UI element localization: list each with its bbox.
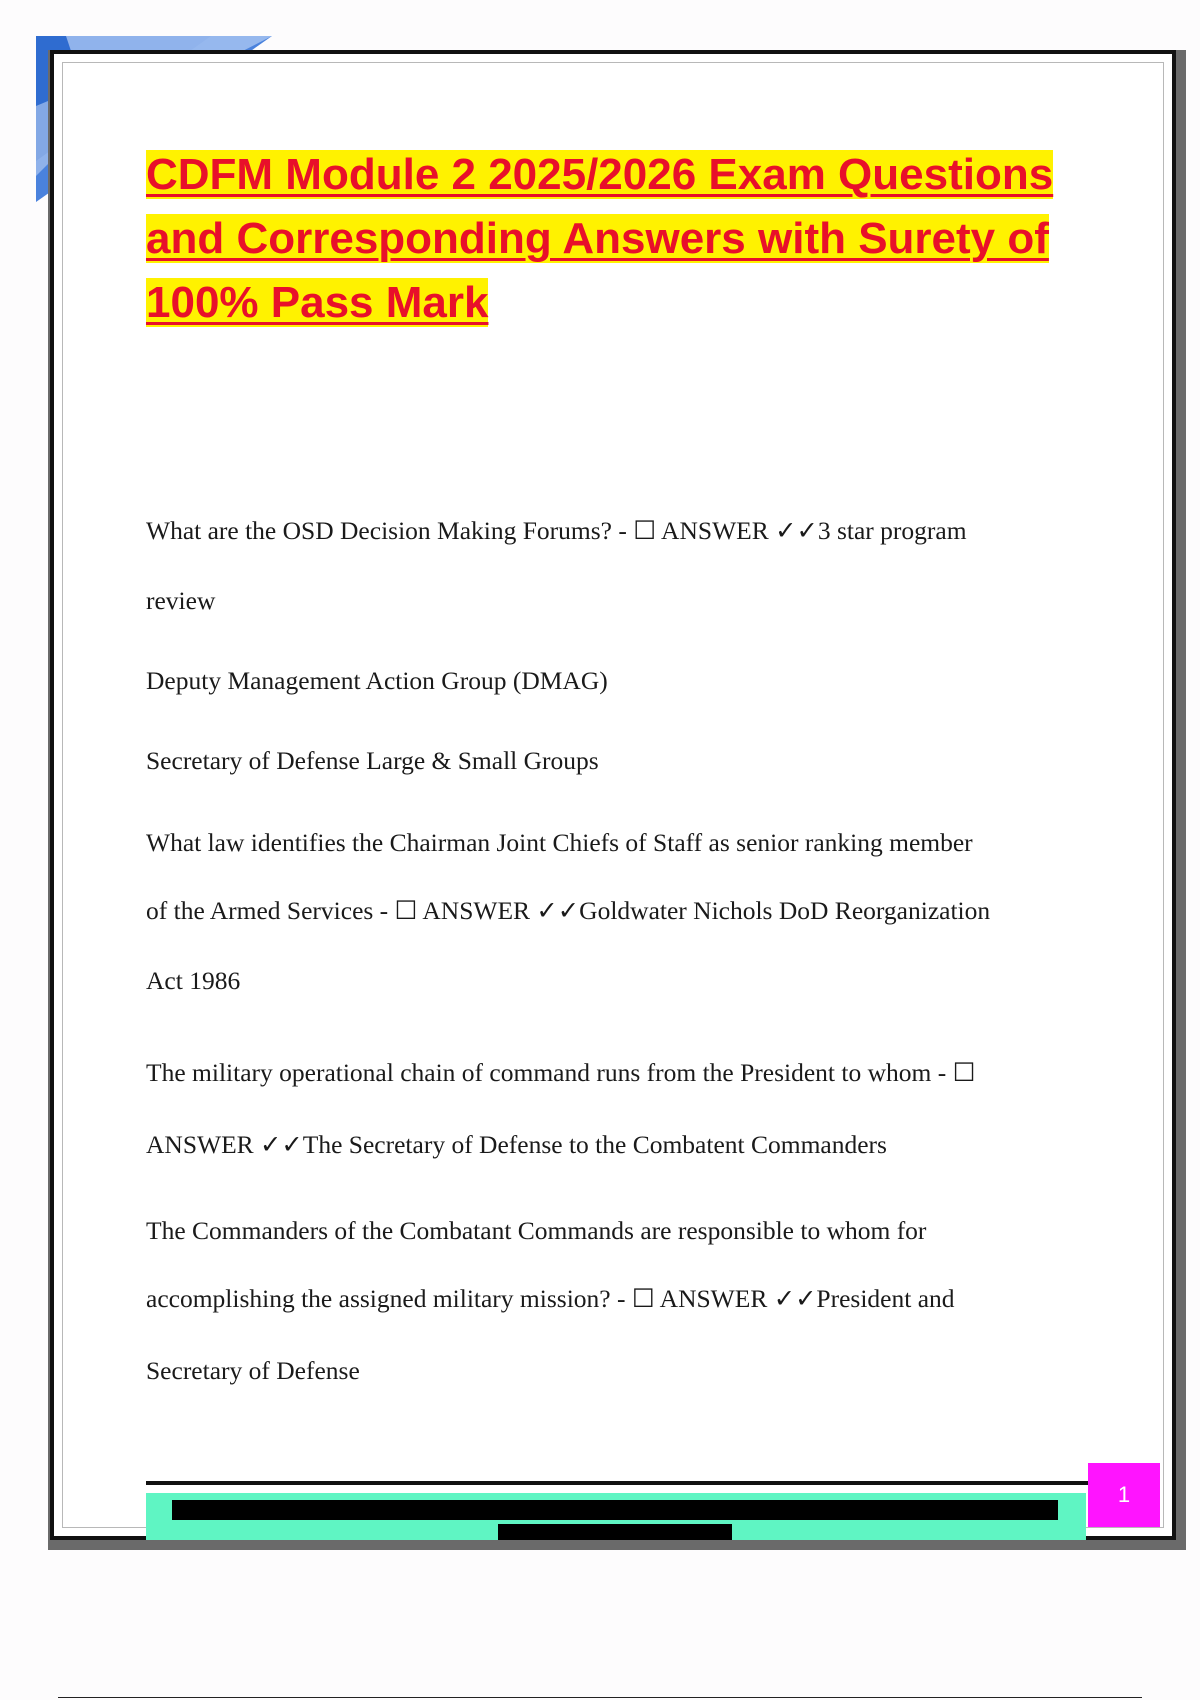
text-line-1: What are the OSD Decision Making Forums? - ☐ ANSWER ✓✓3 star program xyxy=(146,516,967,545)
text-line-6: of the Armed Services - ☐ ANSWER ✓✓Goldwater Nichols DoD Reorganization xyxy=(146,896,991,925)
document-title xyxy=(146,143,1106,335)
text-line-2: review xyxy=(146,586,216,615)
bottom-rule xyxy=(58,1697,1142,1698)
text-line-11: accomplishing the assigned military mission? - ☐ ANSWER ✓✓President and xyxy=(146,1284,955,1313)
text-line-8: The military operational chain of command runs from the President to whom - ☐ xyxy=(146,1058,976,1087)
document-title-text: CDFM Module 2 2025/2026 Exam Questions and Corresponding Answers with Surety of 100% Pass Mark xyxy=(146,150,1054,327)
text-line-9: ANSWER ✓✓The Secretary of Defense to the Combatent Commanders xyxy=(146,1130,887,1159)
footer-rule xyxy=(146,1481,1090,1485)
text-line-5: What law identifies the Chairman Joint Chiefs of Staff as senior ranking member xyxy=(146,828,973,857)
text-line-12: Secretary of Defense xyxy=(146,1356,360,1385)
text-line-7: Act 1986 xyxy=(146,966,241,995)
page-number-badge: 1 xyxy=(1088,1463,1160,1527)
text-line-10: The Commanders of the Combatant Commands are responsible to whom for xyxy=(146,1216,927,1245)
text-line-4: Secretary of Defense Large & Small Groups xyxy=(146,746,599,775)
footer-redaction-bar-small xyxy=(498,1524,732,1540)
text-line-3: Deputy Management Action Group (DMAG) xyxy=(146,666,608,695)
footer-redaction-bar xyxy=(172,1500,1058,1520)
